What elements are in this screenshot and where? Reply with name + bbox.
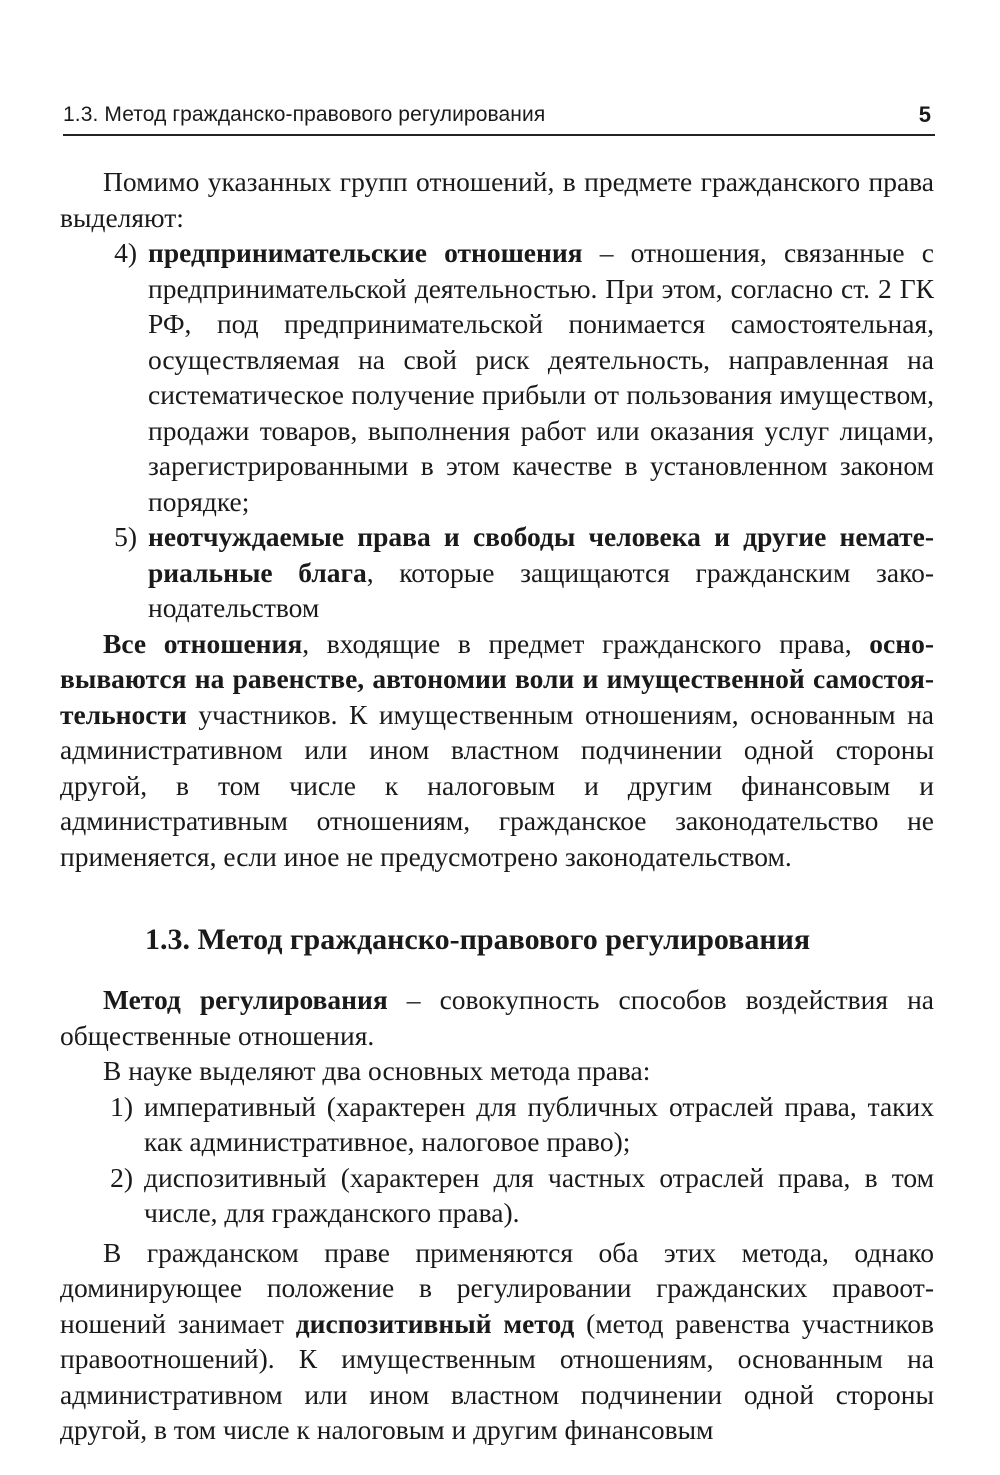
- section-heading: 1.3. Метод гражданско-правового регулирования: [145, 923, 811, 956]
- list-item-body: императивный (характерен для публичных отраслей права, таких как административное, налоговое право);: [144, 1090, 934, 1157]
- relations-text-2: участников. К имущественным отношениям, основанным на административном или ином властном подчинении одной стороны другой, в том числе к налоговым и другим финансовым и административным отношениям, гражданское законодательство не применяется, если иное не предусмотрено законодательством.: [60, 698, 934, 872]
- final-text-1: В гражданском праве применяются оба этих метода, однако доминирующее положение в регулировании гражданских правоотношений занимает: [60, 1236, 934, 1339]
- list-item-number: 1): [110, 1090, 133, 1122]
- definition-term: Метод регулирования: [103, 984, 388, 1015]
- definition-paragraph: [60, 982, 934, 1053]
- list-item-body: диспозитивный (характерен для частных отраслей права, в том числе, для гражданского права).: [144, 1161, 934, 1228]
- list-item-term: неотчуждаемые права и свободы человека и другие нематериальные блага: [148, 521, 934, 588]
- list-item-text: [148, 235, 934, 519]
- page-number: 5: [918, 102, 931, 127]
- final-text-2: (метод равенства участников правоотношений). К имущественным отношениям, основанным на административном или ином властном подчинении одной стороны другой, в том числе к налоговым и другим финансовым: [60, 1307, 934, 1445]
- list-item: [60, 1089, 934, 1160]
- list-item-body: – отношения, связанные с предпринимательской деятельностью. При этом, согласно ст. 2 ГК РФ, под предпринимательской понимается самостоятельная, осуществляемая на свой риск деятельность, направленная на систематическое получение прибыли от пользования имуществом, продажи товаров, выполнения работ или оказания услуг лицами, зарегистрированными в этом качестве в установленном законом порядке;: [148, 237, 934, 517]
- relations-text-1: , входящие в предмет гражданского права,: [302, 627, 870, 659]
- list-item-number: 2): [110, 1161, 133, 1193]
- list-item: [60, 235, 934, 519]
- running-header-title: 1.3. Метод гражданско-правового регулирования: [63, 103, 546, 126]
- relations-paragraph: [60, 626, 934, 875]
- list-item-number: 4): [114, 237, 137, 268]
- list-item: [60, 519, 934, 626]
- intro-paragraph: Помимо указанных групп отношений, в предмете гражданского права выделяют:: [60, 166, 934, 233]
- relations-term-1: Все отношения: [103, 627, 303, 659]
- page-body: [60, 164, 934, 1448]
- list-item-text: [148, 519, 934, 626]
- list-item-number: 5): [114, 521, 137, 552]
- running-header: [63, 100, 935, 136]
- relations-term-2: основываются на равенстве, автономии воли и имущественной самостоятельности: [60, 627, 934, 730]
- list-item-term: предпринимательские отношения: [148, 237, 583, 268]
- list-item-body: , которые защищаются гражданским законодательством: [148, 556, 934, 623]
- definition-text: – совокупность способов воздействия на общественные отношения.: [60, 984, 934, 1051]
- final-paragraph: [60, 1235, 934, 1448]
- final-term: диспозитивный метод: [295, 1307, 575, 1339]
- list-item: [60, 1160, 934, 1231]
- methods-intro-paragraph: В науке выделяют два основных метода права:: [103, 1055, 651, 1086]
